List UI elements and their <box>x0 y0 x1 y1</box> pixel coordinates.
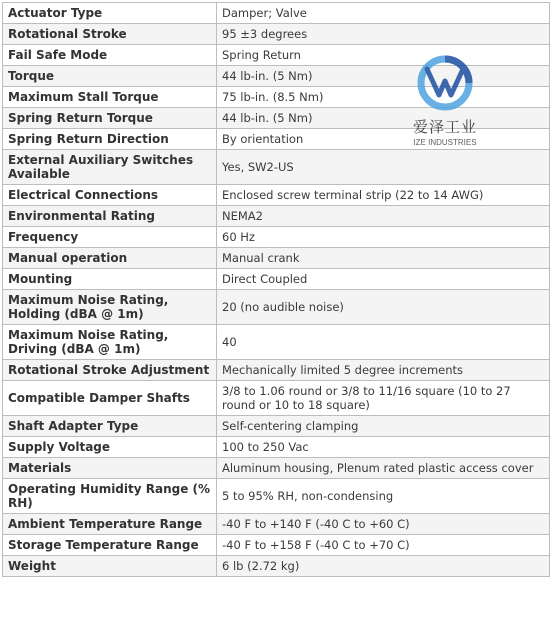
spec-label: Compatible Damper Shafts <box>3 381 217 416</box>
spec-label: Rotational Stroke Adjustment <box>3 360 217 381</box>
table-row <box>3 416 550 437</box>
spec-label: Supply Voltage <box>3 437 217 458</box>
table-row <box>3 514 550 535</box>
spec-value: Mechanically limited 5 degree increments <box>217 360 550 381</box>
table-row <box>3 269 550 290</box>
spec-value: NEMA2 <box>217 206 550 227</box>
table-row <box>3 227 550 248</box>
spec-value: Spring Return <box>217 45 550 66</box>
table-row <box>3 3 550 24</box>
spec-value: 44 lb-in. (5 Nm) <box>217 66 550 87</box>
spec-label: Fail Safe Mode <box>3 45 217 66</box>
spec-value: 5 to 95% RH, non-condensing <box>217 479 550 514</box>
table-row <box>3 150 550 185</box>
spec-value: -40 F to +140 F (-40 C to +60 C) <box>217 514 550 535</box>
spec-label: Frequency <box>3 227 217 248</box>
table-row <box>3 206 550 227</box>
spec-label: Spring Return Torque <box>3 108 217 129</box>
spec-label: Spring Return Direction <box>3 129 217 150</box>
spec-value: 3/8 to 1.06 round or 3/8 to 11/16 square (10 to 27 round or 10 to 18 square) <box>217 381 550 416</box>
table-row <box>3 185 550 206</box>
spec-value: 20 (no audible noise) <box>217 290 550 325</box>
spec-value: 60 Hz <box>217 227 550 248</box>
spec-value: 95 ±3 degrees <box>217 24 550 45</box>
spec-label: Manual operation <box>3 248 217 269</box>
spec-label: Shaft Adapter Type <box>3 416 217 437</box>
spec-label: Rotational Stroke <box>3 24 217 45</box>
ize-logo-icon <box>417 55 473 111</box>
spec-value: Self-centering clamping <box>217 416 550 437</box>
spec-value: 100 to 250 Vac <box>217 437 550 458</box>
spec-label: Materials <box>3 458 217 479</box>
spec-value: Yes, SW2-US <box>217 150 550 185</box>
spec-label: Maximum Stall Torque <box>3 87 217 108</box>
spec-label: Mounting <box>3 269 217 290</box>
watermark-name-en: IZE INDUSTRIES <box>413 138 477 147</box>
table-row <box>3 535 550 556</box>
spec-value: By orientation <box>217 129 550 150</box>
table-row <box>3 360 550 381</box>
table-row <box>3 24 550 45</box>
table-row <box>3 248 550 269</box>
table-row <box>3 458 550 479</box>
table-row <box>3 479 550 514</box>
table-row <box>3 437 550 458</box>
spec-value: Aluminum housing, Plenum rated plastic access cover <box>217 458 550 479</box>
spec-value: 75 lb-in. (8.5 Nm) <box>217 87 550 108</box>
spec-value: 44 lb-in. (5 Nm) <box>217 108 550 129</box>
spec-label: Weight <box>3 556 217 577</box>
spec-value: Damper; Valve <box>217 3 550 24</box>
table-row <box>3 325 550 360</box>
table-row <box>3 556 550 577</box>
ize-watermark <box>395 55 495 147</box>
spec-value: Direct Coupled <box>217 269 550 290</box>
watermark-name-cn: 爱泽工业 <box>412 118 477 136</box>
spec-label: External Auxiliary Switches Available <box>3 150 217 185</box>
spec-label: Maximum Noise Rating, Holding (dBA @ 1m) <box>3 290 217 325</box>
table-row <box>3 381 550 416</box>
spec-label: Storage Temperature Range <box>3 535 217 556</box>
spec-value: Manual crank <box>217 248 550 269</box>
spec-value: Enclosed screw terminal strip (22 to 14 AWG) <box>217 185 550 206</box>
spec-value: 40 <box>217 325 550 360</box>
spec-label: Maximum Noise Rating, Driving (dBA @ 1m) <box>3 325 217 360</box>
spec-value: 6 lb (2.72 kg) <box>217 556 550 577</box>
spec-label: Operating Humidity Range (% RH) <box>3 479 217 514</box>
spec-label: Ambient Temperature Range <box>3 514 217 535</box>
spec-label: Actuator Type <box>3 3 217 24</box>
spec-label: Electrical Connections <box>3 185 217 206</box>
spec-label: Environmental Rating <box>3 206 217 227</box>
spec-value: -40 F to +158 F (-40 C to +70 C) <box>217 535 550 556</box>
spec-label: Torque <box>3 66 217 87</box>
table-row <box>3 290 550 325</box>
